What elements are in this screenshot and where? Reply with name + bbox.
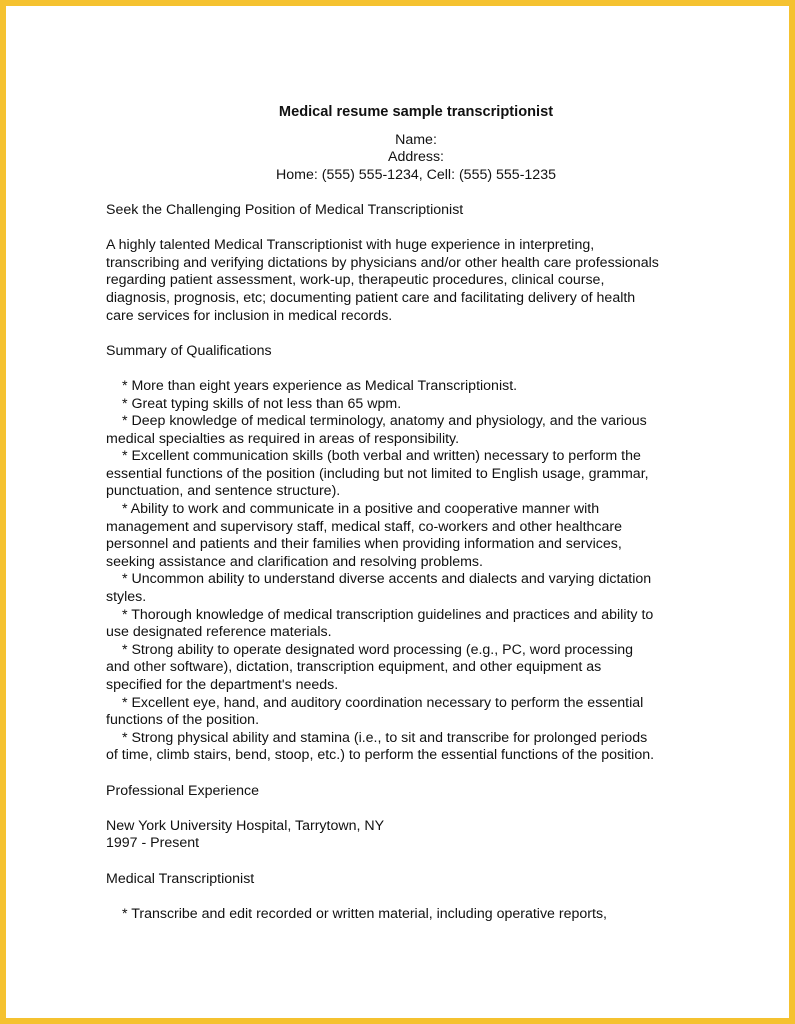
- employment-dates: 1997 - Present: [106, 835, 200, 852]
- qualification-item: * Uncommon ability to understand diverse accents and dialects and varying dictation styles.: [106, 571, 652, 606]
- employer: New York University Hospital, Tarrytown, NY: [106, 817, 385, 834]
- duty-item: * Transcribe and edit recorded or written material, including operative reports,: [122, 905, 607, 922]
- summary-paragraph: A highly talented Medical Transcriptionist with huge experience in interpreting, transcribing and verifying dictations by physicians and/or other health care professionals regarding patient assessment, work-up, therapeutic procedures, clinical course, diagnosis, prognosis, etc; documenting patient care and facilitating delivery of health care services for inclusion in medical records.: [106, 237, 659, 324]
- address-line: Address:: [388, 149, 444, 166]
- phone-line: Home: (555) 555-1234, Cell: (555) 555-1235: [276, 166, 556, 183]
- resume-title: Medical resume sample transcriptionist: [278, 104, 554, 120]
- qualification-item: * More than eight years experience as Medical Transcriptionist.: [122, 377, 518, 394]
- qualification-item: * Strong physical ability and stamina (i.e., to sit and transcribe for prolonged periods of time, climb stairs, bend, stoop, etc.) to perform the essential functions of the position.: [106, 729, 655, 764]
- resume-document: [106, 104, 726, 923]
- qualification-item: * Ability to work and communicate in a positive and cooperative manner with management and supervisory staff, medical staff, co-workers and other healthcare personnel and patients and their families when providing information and services, seeking assistance and clarification and resolving problems.: [106, 501, 623, 570]
- qualification-item: * Deep knowledge of medical terminology, anatomy and physiology, and the various medical specialties as required in areas of responsibility.: [106, 413, 647, 447]
- name-line: Name:: [395, 131, 437, 148]
- objective: Seek the Challenging Position of Medical Transcriptionist: [106, 201, 464, 218]
- qualifications-heading: Summary of Qualifications: [106, 342, 272, 359]
- qualification-item: * Excellent eye, hand, and auditory coordination necessary to perform the essential functions of the position.: [106, 694, 644, 729]
- job-title: Medical Transcriptionist: [106, 870, 255, 887]
- qualification-item: * Excellent communication skills (both verbal and written) necessary to perform the essential functions of the position (including but not limited to English usage, grammar, punctuation, and sentence structure).: [106, 448, 649, 500]
- qualification-item: * Strong ability to operate designated word processing (e.g., PC, word processing and other software), dictation, transcription equipment, and other equipment as specified for the department's needs.: [106, 641, 634, 693]
- experience-heading: Professional Experience: [106, 782, 259, 799]
- qualifications-list: [106, 378, 726, 765]
- qualification-item: * Thorough knowledge of medical transcription guidelines and practices and ability to use designated reference materials.: [106, 606, 654, 641]
- qualification-item: * Great typing skills of not less than 65 wpm.: [122, 395, 402, 412]
